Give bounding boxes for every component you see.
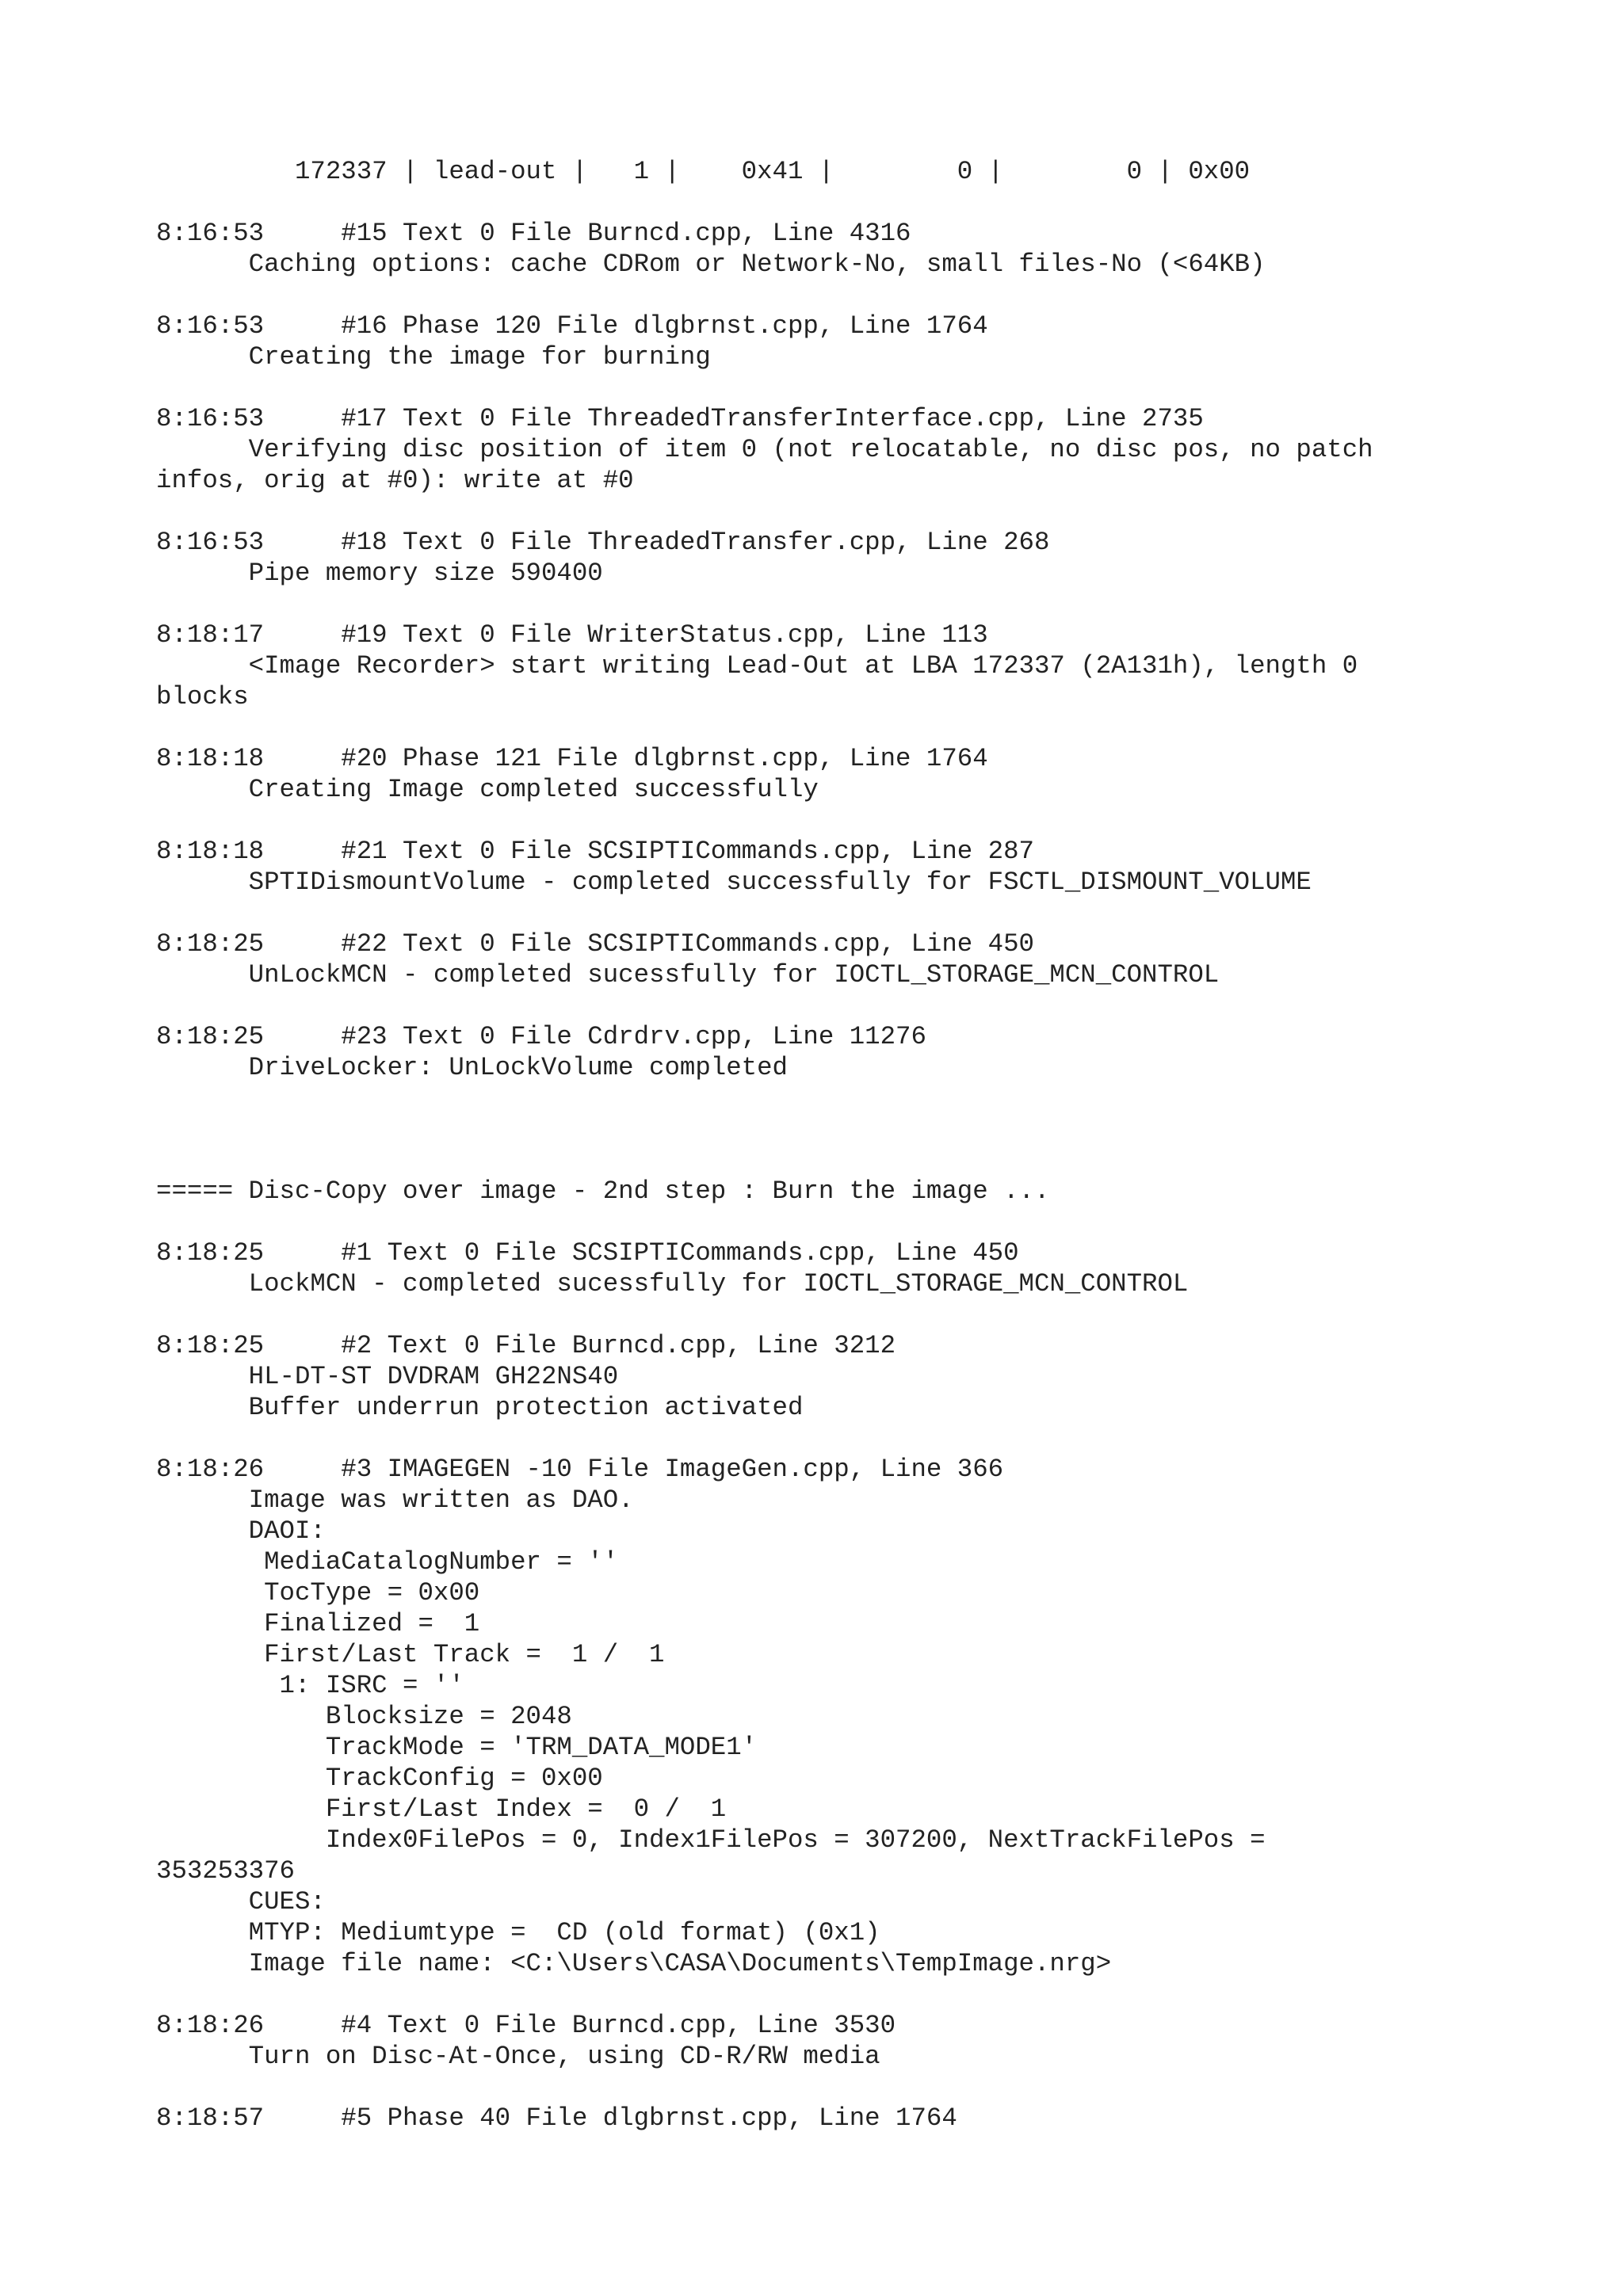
log-line: 1: ISRC = '' <box>156 1671 464 1700</box>
log-entry-header: 8:16:53 #18 Text 0 File ThreadedTransfer.cpp, Line 268 <box>156 528 1050 557</box>
section-heading: ===== Disc-Copy over image - 2nd step : Burn the image ... <box>156 1177 1050 1206</box>
log-line: UnLockMCN - completed sucessfully for IOCTL_STORAGE_MCN_CONTROL <box>156 960 1220 990</box>
log-line: Image was written as DAO. <box>156 1486 634 1515</box>
log-line: 353253376 <box>156 1856 295 1886</box>
log-line: TocType = 0x00 <box>156 1578 480 1608</box>
log-entry-header: 8:18:26 #3 IMAGEGEN -10 File ImageGen.cpp, Line 366 <box>156 1455 1004 1484</box>
log-line: SPTIDismountVolume - completed successfully for FSCTL_DISMOUNT_VOLUME <box>156 868 1312 897</box>
log-line: TrackConfig = 0x00 <box>156 1764 603 1793</box>
log-entry-header: 8:18:25 #2 Text 0 File Burncd.cpp, Line 3212 <box>156 1331 896 1360</box>
log-line: DriveLocker: UnLockVolume completed <box>156 1053 788 1082</box>
log-line: First/Last Index = 0 / 1 <box>156 1794 727 1824</box>
log-entry-header: 8:16:53 #17 Text 0 File ThreadedTransferInterface.cpp, Line 2735 <box>156 404 1204 433</box>
log-line: CUES: <box>156 1887 326 1917</box>
toc-table-row: 172337 | lead-out | 1 | 0x41 | 0 | 0 | 0x00 <box>156 157 1251 186</box>
log-entry-header: 8:18:57 #5 Phase 40 File dlgbrnst.cpp, Line 1764 <box>156 2103 957 2133</box>
log-line: LockMCN - completed sucessfully for IOCTL_STORAGE_MCN_CONTROL <box>156 1269 1189 1299</box>
log-entry-header: 8:16:53 #16 Phase 120 File dlgbrnst.cpp, Line 1764 <box>156 311 988 341</box>
log-line: Verifying disc position of item 0 (not relocatable, no disc pos, no patch <box>156 435 1373 464</box>
log-line: MTYP: Mediumtype = CD (old format) (0x1) <box>156 1918 880 1947</box>
log-entry-header: 8:18:25 #1 Text 0 File SCSIPTICommands.cpp, Line 450 <box>156 1238 1019 1268</box>
log-line: Turn on Disc-At-Once, using CD-R/RW media <box>156 2042 880 2071</box>
log-line: blocks <box>156 682 249 711</box>
log-entry-header: 8:18:18 #20 Phase 121 File dlgbrnst.cpp, Line 1764 <box>156 744 988 773</box>
log-line: infos, orig at #0): write at #0 <box>156 466 634 495</box>
log-entry-header: 8:16:53 #15 Text 0 File Burncd.cpp, Line 4316 <box>156 219 911 248</box>
log-line: Index0FilePos = 0, Index1FilePos = 307200, NextTrackFilePos = <box>156 1825 1266 1855</box>
log-entry-header: 8:18:18 #21 Text 0 File SCSIPTICommands.cpp, Line 287 <box>156 837 1034 866</box>
log-line: HL-DT-ST DVDRAM GH22NS40 <box>156 1362 619 1391</box>
log-line: Caching options: cache CDRom or Network-No, small files-No (<64KB) <box>156 250 1266 279</box>
log-line: Pipe memory size 590400 <box>156 559 603 588</box>
log-line: Blocksize = 2048 <box>156 1702 572 1731</box>
log-line: First/Last Track = 1 / 1 <box>156 1640 665 1669</box>
log-entry-header: 8:18:26 #4 Text 0 File Burncd.cpp, Line 3530 <box>156 2011 896 2040</box>
log-line: MediaCatalogNumber = '' <box>156 1547 619 1577</box>
log-line: Creating Image completed successfully <box>156 775 819 804</box>
log-entry-header: 8:18:25 #22 Text 0 File SCSIPTICommands.cpp, Line 450 <box>156 929 1034 959</box>
log-line: DAOI: <box>156 1516 326 1546</box>
log-line: <Image Recorder> start writing Lead-Out at LBA 172337 (2A131h), length 0 <box>156 651 1358 681</box>
log-entry-header: 8:18:25 #23 Text 0 File Cdrdrv.cpp, Line 11276 <box>156 1022 926 1051</box>
log-line: Creating the image for burning <box>156 342 711 372</box>
log-line: TrackMode = 'TRM_DATA_MODE1' <box>156 1733 758 1762</box>
log-entry-header: 8:18:17 #19 Text 0 File WriterStatus.cpp, Line 113 <box>156 620 988 650</box>
log-line: Buffer underrun protection activated <box>156 1393 804 1422</box>
log-line: Finalized = 1 <box>156 1609 480 1638</box>
log-line: Image file name: <C:\Users\CASA\Documents\TempImage.nrg> <box>156 1949 1112 1978</box>
